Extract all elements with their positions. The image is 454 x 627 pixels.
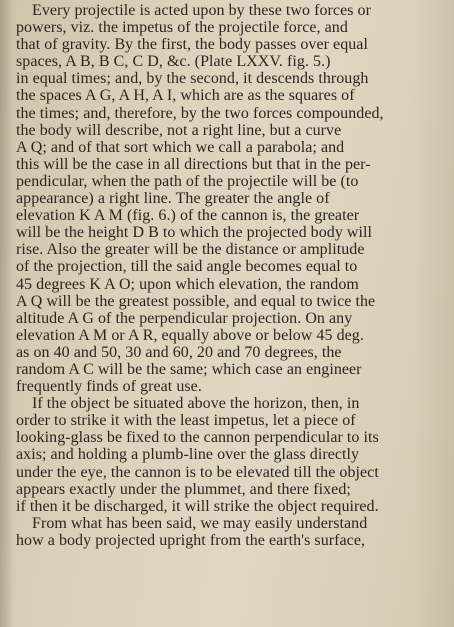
paragraph-projectile-forces: Every projectile is acted upon by these two forces or powers, viz. the impetus of the projectile force, and that of gravity. By the first, the body passes over equal spaces, A B, B C, C D, &c. (Plate LXXV. fig. 5.) in equal times; and, by the second, it descends through the spaces A G, A H, A I, which are as the squares of the times; and, therefore, by the two forces compounded, the body will describe, not a right line, but a curve A Q; and of that sort which we call a parabola; and this will be the case in all directions but that in the per- pendicular, when the path of the projectile will be (to appearance) a right line. The greater the angle of elevation K A M (fig. 6.) of the cannon is, the greater will be the height D B to which the projected body will rise. Also the greater will be the distance or amplitude of the projection, till the said angle becomes equal to 45 degrees K A O; upon which elevation, the random A Q will be the greatest possible, and equal to twice the altitude A G of the perpendicular projection. On any elevation A M or A R, equally above or below 45 deg. as on 40 and 50, 30 and 60, 20 and 70 degrees, the random A C will be the same; which case an engineer frequently finds of great use. — [16, 2, 384, 396]
paragraph-object-above-horizon: If the object be situated above the horizon, then, in order to strike it with the least impetus, let a piece of looking-glass be fixed to the cannon perpendicular to its axis; and holding a plumb-line over the glass directly under the eye, the cannon is to be elevated till the object appears exactly under the plummet, and there fixed; if then it be discharged, it will strike the object required. — [16, 395, 379, 515]
paragraph-projected-upright: From what has been said, we may easily understand how a body projected upright from the earth's surface, — [16, 514, 368, 549]
